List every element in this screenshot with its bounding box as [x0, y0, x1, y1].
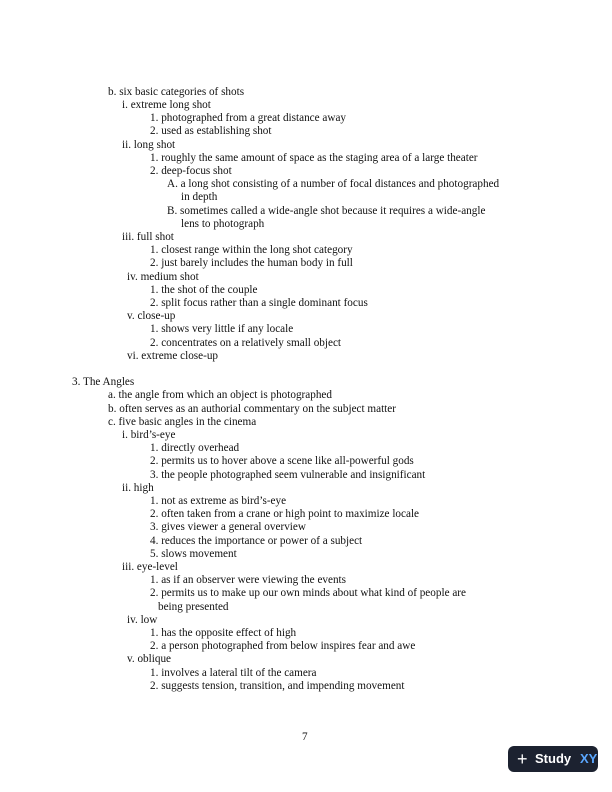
outline-item: 3. the people photographed seem vulnerable and insignificant — [150, 469, 426, 481]
outline-item: v. oblique — [127, 653, 172, 665]
outline-item: A. a long shot consisting of a number of focal distances and photographed — [167, 178, 500, 190]
outline-item: 1. the shot of the couple — [150, 284, 258, 296]
outline-item: 2. suggests tension, transition, and impending movement — [150, 680, 405, 692]
outline-item: ii. long shot — [122, 139, 176, 151]
outline-item: ii. high — [122, 482, 154, 494]
plus-icon: + — [517, 749, 528, 769]
outline-item: b. often serves as an authorial commentary on the subject matter — [108, 403, 396, 415]
outline-item: 1. photographed from a great distance away — [150, 112, 347, 124]
studyxy-badge[interactable] — [508, 746, 598, 772]
outline-item: 1. not as extreme as bird’s-eye — [150, 495, 287, 507]
outline-item: 2. used as establishing shot — [150, 125, 272, 137]
section-heading: 3. The Angles — [72, 376, 135, 388]
outline-item: 5. slows movement — [150, 548, 237, 560]
outline-item: 1. involves a lateral tilt of the camera — [150, 667, 317, 679]
outline-item: 2. deep-focus shot — [150, 165, 232, 177]
outline-item: i. extreme long shot — [122, 99, 211, 111]
badge-brand-text: Study — [535, 751, 572, 766]
outline-item: being presented — [158, 601, 229, 613]
outline-item: vi. extreme close-up — [127, 350, 219, 362]
outline-item: iv. medium shot — [127, 271, 199, 283]
outline-item: iv. low — [127, 614, 158, 626]
outline-item: 1. roughly the same amount of space as the staging area of a large theater — [150, 152, 478, 164]
outline-item: 1. has the opposite effect of high — [150, 627, 297, 639]
outline-item: c. five basic angles in the cinema — [108, 416, 257, 428]
outline-item: lens to photograph — [181, 218, 265, 230]
outline-item: in depth — [181, 191, 218, 203]
outline-item: i. bird’s-eye — [122, 429, 176, 441]
outline-item: iii. eye-level — [122, 561, 178, 573]
outline-item: B. sometimes called a wide-angle shot because it requires a wide-angle — [167, 205, 486, 217]
outline-item: 2. permits us to make up our own minds about what kind of people are — [150, 587, 466, 599]
outline-item: 2. a person photographed from below inspires fear and awe — [150, 640, 416, 652]
outline-item: 2. just barely includes the human body in full — [150, 257, 353, 269]
outline-item: 2. split focus rather than a single dominant focus — [150, 297, 368, 309]
outline-item: 4. reduces the importance or power of a subject — [150, 535, 363, 547]
outline-item: 2. often taken from a crane or high point to maximize locale — [150, 508, 420, 520]
outline-item: 2. concentrates on a relatively small object — [150, 337, 342, 349]
outline-item: v. close-up — [127, 310, 176, 322]
page-number: 7 — [302, 731, 308, 743]
badge-brand-accent: XY — [580, 751, 598, 766]
outline-item: 1. directly overhead — [150, 442, 240, 454]
outline-item: a. the angle from which an object is photographed — [108, 389, 332, 401]
outline-item: 1. as if an observer were viewing the events — [150, 574, 347, 586]
outline-item: 1. closest range within the long shot category — [150, 244, 353, 256]
outline-item: 1. shows very little if any locale — [150, 323, 294, 335]
outline-item: iii. full shot — [122, 231, 174, 243]
outline-item: b. six basic categories of shots — [108, 86, 245, 98]
outline-item: 2. permits us to hover above a scene like all-powerful gods — [150, 455, 414, 467]
outline-item: 3. gives viewer a general overview — [150, 521, 306, 533]
